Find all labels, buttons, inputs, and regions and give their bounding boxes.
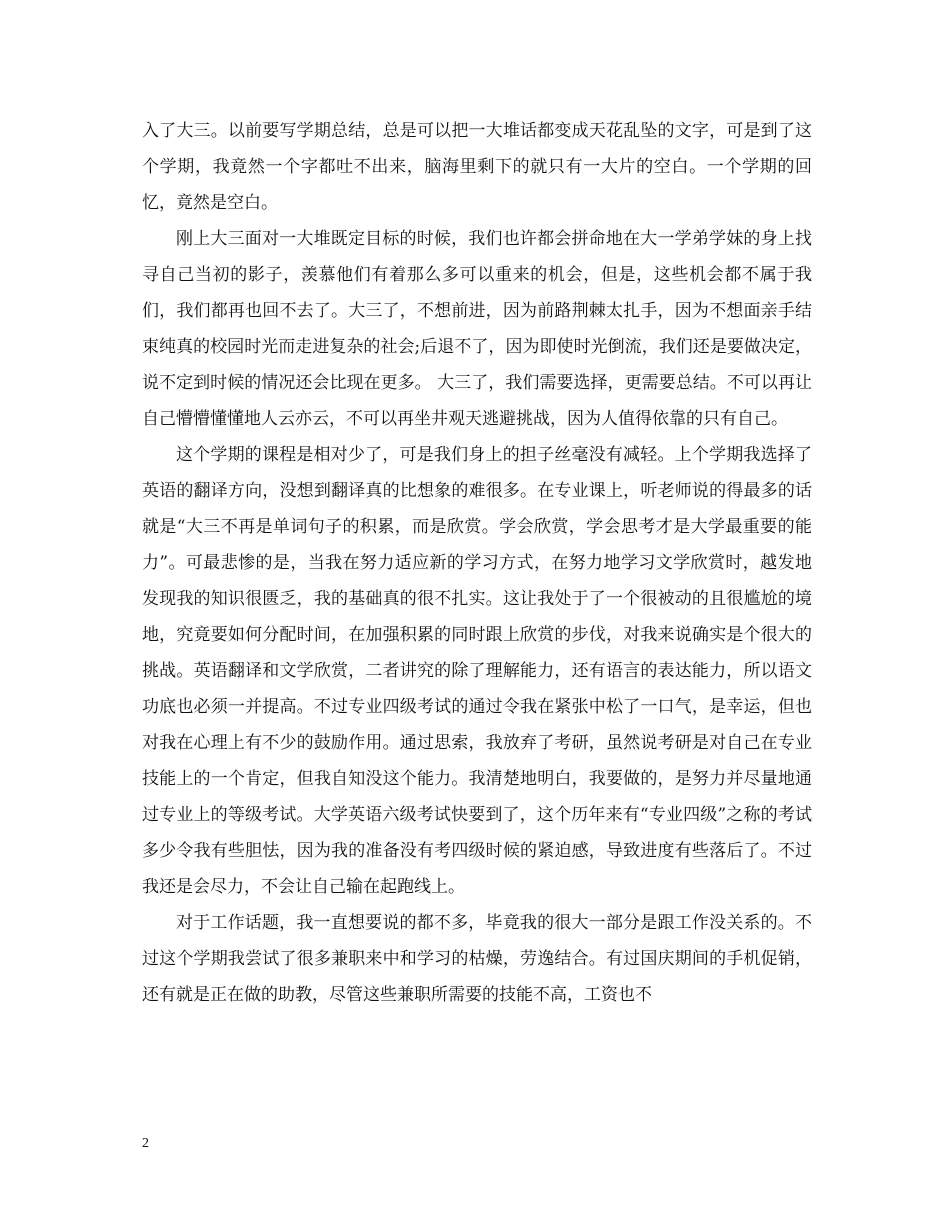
- paragraph-2: 刚上大三面对一大堆既定目标的时候，我们也许都会拼命地在大一学弟学妹的身上找寻自己当初的影子，羡慕他们有着那么多可以重来的机会，但是，这些机会都不属于我们，我们都再也回不去了。大三了，不想前进，因为前路荆棘太扎手，因为不想面亲手结束纯真的校园时光而走进复杂的社会;后退不了，因为即使时光倒流，我们还是要做决定，说不定到时候的情况还会比现在更多。 大三了，我们需要选择，更需要总结。不可以再让自己懵懵懂懂地人云亦云，不可以再坐井观天逃避挑战，因为人值得依靠的只有自己。: [142, 229, 812, 429]
- paragraph-1: 入了大三。以前要写学期总结，总是可以把一大堆话都变成天花乱坠的文字，可是到了这个学期，我竟然一个字都吐不出来，脑海里剩下的就只有一大片的空白。一个学期的回忆，竟然是空白。: [142, 121, 812, 213]
- paragraph-3: 这个学期的课程是相对少了，可是我们身上的担子丝毫没有减轻。上个学期我选择了英语的翻译方向，没想到翻译真的比想象的难很多。在专业课上，听老师说的得最多的话就是“大三不再是单词句子的积累，而是欣赏。学会欣赏，学会思考才是大学最重要的能力”。可最悲惨的是，当我在努力适应新的学习方式，在努力地学习文学欣赏时，越发地发现我的知识很匮乏，我的基础真的很不扎实。这让我处于了一个很被动的且很尴尬的境地，究竟要如何分配时间，在加强积累的同时跟上欣赏的步伐，对我来说确实是个很大的挑战。英语翻译和文学欣赏，二者讲究的除了理解能力，还有语言的表达能力，所以语文功底也必须一并提高。不过专业四级考试的通过令我在紧张中松了一口气，是幸运，但也对我在心理上有不少的鼓励作用。通过思索，我放弃了考研，虽然说考研是对自己在专业技能上的一个肯定，但我自知没这个能力。我清楚地明白，我要做的，是努力并尽量地通过专业上的等级考试。大学英语六级考试快要到了，这个历年来有“专业四级”之称的考试多少令我有些胆怯，因为我的准备没有考四级时候的紧迫感，导致进度有些落后了。不过我还是会尽力，不会让自己输在起跑线上。: [142, 445, 812, 897]
- paragraph-4: 对于工作话题，我一直想要说的都不多，毕竟我的很大一部分是跟工作没关系的。不过这个学期我尝试了很多兼职来中和学习的枯燥，劳逸结合。有过国庆期间的手机促销，还有就是正在做的助教，尽管这些兼职所需要的技能不高，工资也不: [142, 913, 812, 1005]
- document-body: [142, 113, 812, 1013]
- page-number: 2: [142, 1136, 149, 1151]
